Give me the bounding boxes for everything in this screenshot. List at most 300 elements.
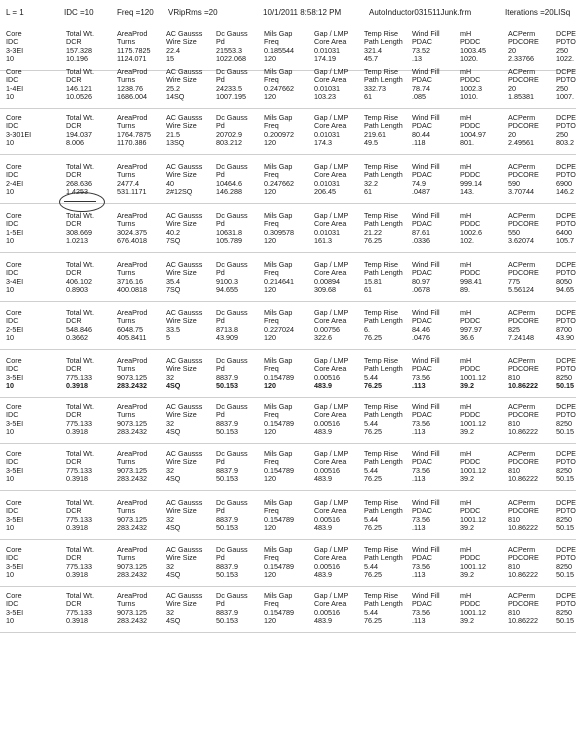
result-column	[216, 212, 248, 245]
cell-value: 24233.5	[216, 83, 242, 93]
cell-value: 0.3662	[66, 332, 88, 342]
cell-value: .113	[412, 522, 426, 532]
cell-value: 4SQ	[166, 615, 181, 625]
column-label: Pd	[216, 121, 225, 131]
column-label: Wire Size	[166, 457, 197, 467]
cell-value: 550	[508, 227, 520, 237]
column-label: Dc Gauss	[216, 67, 248, 76]
result-column	[460, 403, 486, 436]
cell-value: 8250	[556, 607, 572, 617]
column-label: AC Gausss	[166, 449, 203, 458]
column-label: PDTO	[556, 75, 576, 85]
column-label: Wind Fill	[412, 402, 440, 411]
column-label: Dc Gauss	[216, 449, 248, 458]
cell-value: 590	[508, 178, 520, 188]
column-label: Core Area	[314, 410, 347, 420]
cell-value: 0.00516	[314, 561, 340, 571]
column-label: Freq	[264, 37, 279, 47]
cell-value: .0678	[412, 284, 430, 294]
column-label: IDC	[6, 37, 19, 47]
cell-value: 10	[6, 137, 14, 147]
column-label: Temp Rise	[364, 29, 398, 38]
column-label: Path Length	[364, 268, 403, 278]
column-label: PDTO	[556, 37, 576, 47]
cell-value: 6048.75	[117, 324, 143, 334]
column-label: Path Length	[364, 37, 403, 47]
cell-value: 0.00756	[314, 324, 340, 334]
cell-value: 810	[508, 418, 520, 428]
column-label: Temp Rise	[364, 591, 398, 600]
cell-value: 50.153	[216, 380, 238, 390]
column-label: Total Wt.	[66, 545, 94, 554]
result-column	[556, 30, 576, 63]
result-column	[166, 309, 202, 342]
result-column	[460, 450, 486, 483]
column-label: Turns	[117, 410, 136, 420]
result-column	[556, 163, 576, 196]
cell-value: 3716.16	[117, 276, 143, 286]
column-label: mH	[460, 162, 472, 171]
cell-value: 40.2	[166, 227, 180, 237]
cell-value: 3-5EI	[6, 372, 24, 382]
column-label: ACPerm	[508, 260, 536, 269]
result-column	[412, 114, 440, 147]
cell-value: 1764.7875	[117, 129, 151, 139]
cell-value: 32	[166, 465, 174, 475]
cell-value: 0.3918	[66, 522, 88, 532]
column-label: Wind Fill	[412, 67, 440, 76]
column-label: Core Area	[314, 457, 347, 467]
cell-value: 1001.12	[460, 561, 486, 571]
column-label: mH	[460, 260, 472, 269]
result-column	[364, 357, 403, 390]
column-label: Total Wt.	[66, 211, 94, 220]
column-label: AC Gausss	[166, 29, 203, 38]
result-column	[460, 592, 486, 625]
cell-value: 0.247662	[264, 83, 294, 93]
column-label: PDTO	[556, 268, 576, 278]
cell-value: 9073.125	[117, 465, 147, 475]
cell-value: 15.81	[364, 276, 382, 286]
cell-value: 8837.9	[216, 465, 238, 475]
result-column	[6, 592, 23, 625]
column-label: PDDC	[460, 506, 481, 516]
result-column	[66, 499, 94, 532]
cell-value: 1686.004	[117, 91, 147, 101]
column-label: Gap / LMP	[314, 402, 349, 411]
result-column	[166, 30, 202, 63]
result-column	[364, 403, 403, 436]
cell-value: 3-3EI	[6, 45, 24, 55]
column-label: DCPE	[556, 67, 576, 76]
cell-value: 73.56	[412, 418, 430, 428]
column-label: Path Length	[364, 506, 403, 516]
result-column	[412, 403, 440, 436]
column-label: DCPE	[556, 545, 576, 554]
result-column	[6, 212, 23, 245]
column-label: ACPerm	[508, 402, 536, 411]
column-label: DCR	[66, 553, 82, 563]
column-label: DCPE	[556, 498, 576, 507]
cell-value: 120	[264, 53, 276, 63]
column-label: Gap / LMP	[314, 67, 349, 76]
cell-value: 22.4	[166, 45, 180, 55]
column-label: Mils Gap	[264, 162, 293, 171]
cell-value: 84.46	[412, 324, 430, 334]
cell-value: 1001.12	[460, 372, 486, 382]
column-label: ACPerm	[508, 591, 536, 600]
column-label: IDC	[6, 599, 19, 609]
column-label: mH	[460, 356, 472, 365]
cell-value: 332.73	[364, 83, 386, 93]
result-column	[264, 309, 294, 342]
cell-value: 0.154789	[264, 465, 294, 475]
cell-value: 0.3918	[66, 615, 88, 625]
result-column	[314, 357, 348, 390]
result-column	[314, 499, 348, 532]
column-label: Path Length	[364, 75, 403, 85]
column-label: Core	[6, 356, 22, 365]
cell-value: 21553.3	[216, 45, 242, 55]
result-column	[314, 309, 348, 342]
result-column	[556, 546, 576, 579]
result-column	[556, 114, 576, 147]
result-column	[508, 261, 539, 294]
cell-value: 8713.8	[216, 324, 238, 334]
column-label: ACPerm	[508, 308, 536, 317]
cell-value: 775.133	[66, 418, 92, 428]
block-divider	[0, 349, 576, 350]
result-column	[460, 212, 482, 245]
column-label: Core	[6, 545, 22, 554]
cell-value: 8837.9	[216, 372, 238, 382]
column-label: DCR	[66, 268, 82, 278]
cell-value: 5.56124	[508, 284, 534, 294]
column-label: Pd	[216, 599, 225, 609]
cell-value: 10	[6, 473, 14, 483]
column-label: DCR	[66, 170, 82, 180]
result-column	[166, 403, 202, 436]
column-label: PDCORE	[508, 364, 539, 374]
result-column	[508, 546, 539, 579]
result-column	[314, 163, 348, 196]
cell-value: 825	[508, 324, 520, 334]
cell-value: 0.01031	[314, 129, 340, 139]
column-label: PDAC	[412, 410, 432, 420]
column-label: Dc Gauss	[216, 211, 248, 220]
result-column	[508, 592, 539, 625]
column-label: Mils Gap	[264, 545, 293, 554]
cell-value: 21.5	[166, 129, 180, 139]
cell-value: 10	[6, 53, 14, 63]
column-label: PDDC	[460, 121, 481, 131]
cell-value: 76.25	[364, 569, 382, 579]
result-column	[66, 403, 94, 436]
column-label: Freq	[264, 410, 279, 420]
cell-value: 0.3918	[66, 380, 88, 390]
cell-value: 120	[264, 426, 276, 436]
column-label: AC Gausss	[166, 113, 203, 122]
column-label: Mils Gap	[264, 402, 293, 411]
cell-value: 9073.125	[117, 514, 147, 524]
cell-value: .0476	[412, 332, 430, 342]
cell-value: 999.14	[460, 178, 482, 188]
cell-value: 8.006	[66, 137, 84, 147]
cell-value: 10	[6, 426, 14, 436]
result-column	[264, 68, 294, 101]
result-column	[264, 261, 294, 294]
cell-value: 3-5EI	[6, 465, 24, 475]
cell-value: 775.133	[66, 561, 92, 571]
cell-value: 0.154789	[264, 561, 294, 571]
column-label: Core Area	[314, 316, 347, 326]
column-label: Turns	[117, 316, 136, 326]
result-column	[166, 114, 202, 147]
result-column	[166, 68, 202, 101]
column-label: PDDC	[460, 410, 481, 420]
column-label: mH	[460, 308, 472, 317]
result-column	[460, 546, 486, 579]
result-column	[364, 261, 403, 294]
column-label: Mils Gap	[264, 29, 293, 38]
cell-value: 483.9	[314, 569, 332, 579]
cell-value: 803.2	[556, 137, 574, 147]
column-label: PDCORE	[508, 75, 539, 85]
cell-value: 39.2	[460, 380, 474, 390]
result-column	[264, 546, 294, 579]
column-label: Freq	[264, 553, 279, 563]
result-column	[556, 212, 576, 245]
result-column	[556, 450, 576, 483]
result-column	[460, 68, 482, 101]
result-column	[117, 68, 147, 101]
result-column	[66, 114, 94, 147]
column-label: DCR	[66, 37, 82, 47]
result-column	[412, 30, 440, 63]
cell-value: 483.9	[314, 615, 332, 625]
result-column	[117, 30, 150, 63]
result-column	[412, 309, 440, 342]
cell-value: 3.62074	[508, 235, 534, 245]
column-label: Wind Fill	[412, 29, 440, 38]
result-column	[216, 309, 248, 342]
column-label: Dc Gauss	[216, 308, 248, 317]
column-label: Turns	[117, 457, 136, 467]
column-label: Gap / LMP	[314, 260, 349, 269]
result-column	[364, 309, 403, 342]
column-label: ACPerm	[508, 449, 536, 458]
column-label: PDCORE	[508, 268, 539, 278]
column-label: Temp Rise	[364, 356, 398, 365]
column-label: Path Length	[364, 219, 403, 229]
result-column	[508, 30, 539, 63]
result-column	[364, 114, 403, 147]
cell-value: 78.74	[412, 83, 430, 93]
column-label: PDTO	[556, 170, 576, 180]
cell-value: 0.214641	[264, 276, 294, 286]
result-column	[508, 114, 539, 147]
result-column	[412, 450, 440, 483]
column-label: Total Wt.	[66, 356, 94, 365]
cell-value: 2-4EI	[6, 178, 24, 188]
column-label: DCPE	[556, 591, 576, 600]
cell-value: 531.1171	[117, 186, 147, 196]
result-column	[556, 309, 576, 342]
column-label: Dc Gauss	[216, 498, 248, 507]
result-column	[556, 357, 576, 390]
result-column	[264, 450, 294, 483]
block-divider	[0, 443, 576, 444]
cell-value: 76.25	[364, 332, 382, 342]
result-column	[314, 546, 348, 579]
column-label: PDDC	[460, 75, 481, 85]
column-label: Core	[6, 308, 22, 317]
result-column	[364, 592, 403, 625]
cell-value: 50.153	[216, 522, 238, 532]
result-column	[216, 450, 248, 483]
result-column	[264, 403, 294, 436]
cell-value: 483.9	[314, 473, 332, 483]
result-column	[264, 114, 294, 147]
result-column	[166, 450, 202, 483]
result-column	[117, 592, 147, 625]
column-label: Core	[6, 449, 22, 458]
cell-value: 120	[264, 380, 276, 390]
cell-value: 0.3918	[66, 569, 88, 579]
column-label: ACPerm	[508, 211, 536, 220]
column-label: PDDC	[460, 599, 481, 609]
column-label: PDCORE	[508, 219, 539, 229]
cell-value: 76.25	[364, 615, 382, 625]
column-label: PDCORE	[508, 599, 539, 609]
cell-value: 0.00516	[314, 372, 340, 382]
column-label: DCR	[66, 599, 82, 609]
column-label: ACPerm	[508, 113, 536, 122]
column-label: mH	[460, 449, 472, 458]
result-column	[314, 261, 348, 294]
cell-value: 0.154789	[264, 607, 294, 617]
column-label: PDTO	[556, 457, 576, 467]
cell-value: 810	[508, 465, 520, 475]
cell-value: 1020.	[460, 53, 478, 63]
cell-value: 0.00516	[314, 514, 340, 524]
column-label: Dc Gauss	[216, 402, 248, 411]
result-column	[364, 546, 403, 579]
column-label: PDCORE	[508, 316, 539, 326]
cell-value: 775.133	[66, 372, 92, 382]
cell-value: 6.	[364, 324, 370, 334]
column-label: Pd	[216, 75, 225, 85]
result-column	[6, 450, 23, 483]
column-label: Wire Size	[166, 599, 197, 609]
column-label: DCPE	[556, 113, 576, 122]
cell-value: 0.00516	[314, 418, 340, 428]
result-column	[460, 30, 486, 63]
cell-value: 76.25	[364, 426, 382, 436]
column-label: Total Wt.	[66, 308, 94, 317]
cell-value: .113	[412, 473, 426, 483]
column-label: Mils Gap	[264, 308, 293, 317]
result-column	[364, 450, 403, 483]
cell-value: 32	[166, 607, 174, 617]
cell-value: 6900	[556, 178, 572, 188]
cell-value: .0336	[412, 235, 430, 245]
cell-value: 7SQ	[166, 235, 181, 245]
cell-value: 283.2432	[117, 426, 147, 436]
cell-value: 5.44	[364, 607, 378, 617]
column-label: DCR	[66, 121, 82, 131]
cell-value: .085	[412, 91, 426, 101]
column-label: DCPE	[556, 356, 576, 365]
cell-value: 39.2	[460, 615, 474, 625]
result-column	[216, 403, 248, 436]
result-column	[314, 592, 348, 625]
cell-value: 10	[6, 284, 14, 294]
block-divider	[0, 539, 576, 540]
cell-value: 8837.9	[216, 418, 238, 428]
column-label: Wire Size	[166, 364, 197, 374]
cell-value: 1003.45	[460, 45, 486, 55]
column-label: Temp Rise	[364, 162, 398, 171]
cell-value: 483.9	[314, 426, 332, 436]
column-label: Gap / LMP	[314, 545, 349, 554]
column-label: Core	[6, 211, 22, 220]
column-label: Core Area	[314, 364, 347, 374]
cell-value: 0.200972	[264, 129, 294, 139]
handwritten-circle-mark	[59, 192, 105, 212]
cell-value: 6400	[556, 227, 572, 237]
cell-value: 73.56	[412, 561, 430, 571]
cell-value: 80.44	[412, 129, 430, 139]
cell-value: 174.19	[314, 53, 336, 63]
column-label: IDC	[6, 219, 19, 229]
cell-value: 10631.8	[216, 227, 242, 237]
cell-value: 8250	[556, 561, 572, 571]
column-label: PDDC	[460, 170, 481, 180]
column-label: PDTO	[556, 410, 576, 420]
cell-value: 0.154789	[264, 514, 294, 524]
column-label: ACPerm	[508, 162, 536, 171]
cell-value: 775.133	[66, 465, 92, 475]
cell-value: .118	[412, 137, 426, 147]
cell-value: 322.6	[314, 332, 332, 342]
column-label: Freq	[264, 457, 279, 467]
column-label: Total Wt.	[66, 449, 94, 458]
column-label: DCR	[66, 506, 82, 516]
cell-value: 50.15	[556, 473, 574, 483]
column-label: Wire Size	[166, 410, 197, 420]
column-label: Freq	[264, 364, 279, 374]
cell-value: 80.97	[412, 276, 430, 286]
column-label: Temp Rise	[364, 498, 398, 507]
column-label: Freq	[264, 219, 279, 229]
column-label: Gap / LMP	[314, 113, 349, 122]
result-column	[216, 30, 248, 63]
cell-value: 103.23	[314, 91, 336, 101]
cell-value: 120	[264, 91, 276, 101]
column-label: AreaProd	[117, 402, 148, 411]
cell-value: 283.2432	[117, 380, 147, 390]
cell-value: 10.86222	[508, 426, 538, 436]
column-label: PDAC	[412, 75, 432, 85]
cell-value: 76.25	[364, 235, 382, 245]
column-label: PDDC	[460, 37, 481, 47]
column-label: PDDC	[460, 219, 481, 229]
cell-value: 3-5EI	[6, 514, 24, 524]
cell-value: 5.44	[364, 514, 378, 524]
cell-value: 20702.9	[216, 129, 242, 139]
result-column	[166, 546, 202, 579]
